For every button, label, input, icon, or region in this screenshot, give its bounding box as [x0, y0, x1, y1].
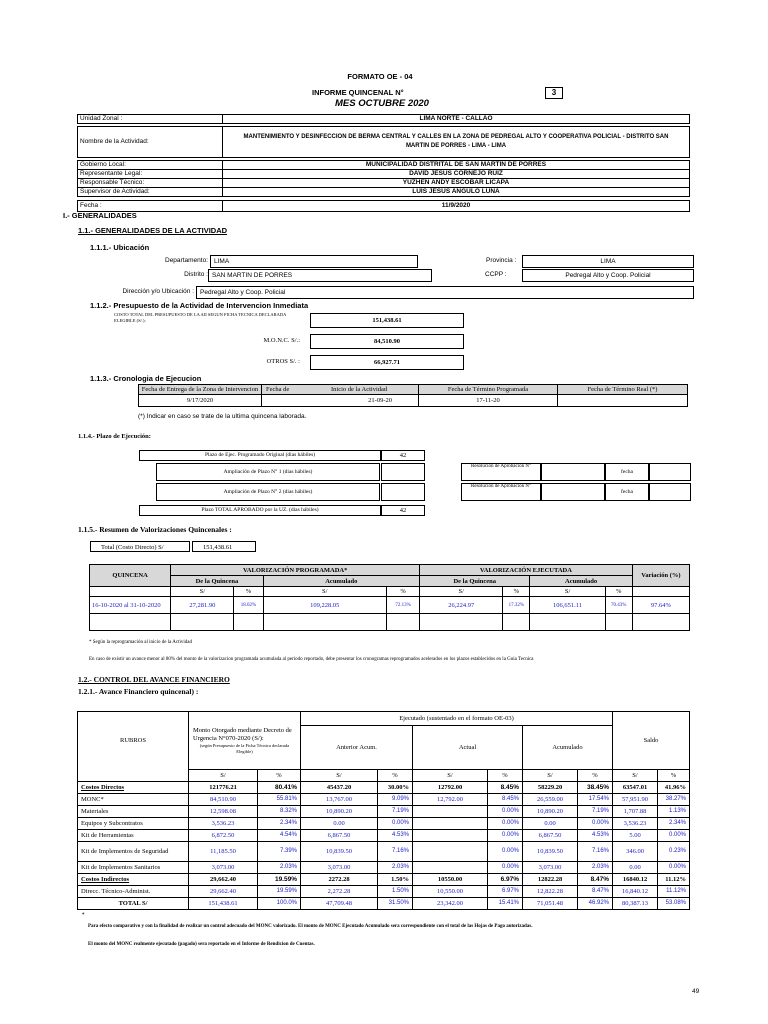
otros-value: 66,927.71 [310, 355, 464, 370]
fin-sub-s: S/ [301, 770, 378, 782]
fin-cell-rubro: MONC* [78, 794, 189, 806]
fin-cell: 17.54% [578, 794, 613, 806]
val-cell: 27,281.90 [171, 597, 234, 614]
fin-h-saldo: Saldo [613, 712, 690, 770]
fin-cell-rubro: TOTAL S/ [78, 898, 189, 910]
fin-cell: 1.50% [378, 874, 413, 886]
fin-cell: 11,185.50 [189, 842, 258, 862]
representante-label: Representante Legal: [78, 170, 223, 179]
fin-cell: 19.59% [258, 874, 301, 886]
fin-cell: 6,867.50 [301, 830, 378, 842]
fin-cell: 12792.00 [413, 782, 488, 794]
val-h-variacion: Variación (%) [632, 565, 689, 587]
fin-cell: 0.00% [488, 818, 523, 830]
val-sub-s: S/ [420, 587, 503, 597]
fin-cell: 0.23% [658, 842, 690, 862]
fin-sub-pct: % [378, 770, 413, 782]
val-sub-empty [632, 587, 689, 597]
fin-note-1: Para efecto comparativo y con la finalidad de realizar un control adecuado del MONC valorizado. El monto de MONC Ejecutado Acumulado sera correspondiente con el total de las Hojas de Pago autorizadas. [88, 924, 533, 929]
fin-cell-rubro: Kit de Implementos de Seguridad [78, 842, 189, 862]
fecha2-label: fecha [605, 483, 649, 501]
fin-cell: 0.00 [523, 818, 578, 830]
plazo-prog-value: 42 [381, 450, 425, 461]
fin-cell: 10,550.00 [413, 886, 488, 898]
fin-cell: 47,709.48 [301, 898, 378, 910]
departamento-label: Departamento: [165, 257, 208, 264]
fin-sub-empty [78, 770, 189, 782]
fin-h-actual: Actual [413, 726, 523, 770]
resolucion2-value [541, 483, 605, 501]
fin-cell: 2,272.28 [301, 886, 378, 898]
fin-row [78, 862, 690, 874]
resolucion1-value [541, 463, 605, 481]
section-generalidades-actividad: 1.1.- GENERALIDADES DE LA ACTIVIDAD [78, 226, 228, 235]
cron-h-termino-real: Fecha de Término Real (*) [558, 385, 688, 395]
fin-cell: 6.97% [488, 886, 523, 898]
fin-cell: 121776.21 [189, 782, 258, 794]
fin-h-anterior: Anterior Acum. [301, 726, 413, 770]
fin-cell: 2.03% [578, 862, 613, 874]
informe-month: MES OCTUBRE 2020 [335, 98, 429, 109]
fin-body [78, 782, 690, 910]
fin-cell: 7.19% [378, 806, 413, 818]
fin-row [78, 806, 690, 818]
fin-cell: 0.00% [658, 830, 690, 842]
fin-h-monto [189, 712, 301, 770]
financiero-table [77, 711, 690, 910]
fin-cell: 3,536.23 [613, 818, 658, 830]
fin-cell: 41.96% [658, 782, 690, 794]
fin-cell: 4.54% [258, 830, 301, 842]
supervisor-value: LUIS JESUS ANGULO LUNA [223, 188, 690, 197]
fin-cell [413, 842, 488, 862]
val-sub-pct: % [234, 587, 263, 597]
unidad-zonal-label: Unidad Zonal : [78, 115, 223, 124]
fin-sub-pct: % [488, 770, 523, 782]
fin-cell: 12,598.08 [189, 806, 258, 818]
fin-cell: 0.00% [488, 806, 523, 818]
fin-cell: 2.03% [378, 862, 413, 874]
val-cell: 17.32% [503, 597, 530, 614]
val-h-acum-prog: Acumulado [263, 576, 420, 587]
informe-title: INFORME QUINCENAL N° [312, 88, 404, 97]
fin-cell: 16840.12 [613, 874, 658, 886]
fin-cell: 12,792.00 [413, 794, 488, 806]
fin-cell-rubro: Kit de Implementos Sanitarios [78, 862, 189, 874]
fecha-label: Fecha : [78, 201, 223, 212]
val-cell: 97.64% [632, 597, 689, 614]
cronologia-table [138, 384, 688, 407]
departamento-field: LIMA [210, 255, 418, 268]
resolucion2-label: Resolucion de Aprobacion N° [461, 483, 541, 501]
val-cell-quincena: 16-10-2020 al 31-10-2020 [90, 597, 171, 614]
val-sub-pct: % [386, 587, 419, 597]
direccion-label: Dirección y/o Ubicación : [122, 288, 194, 295]
ampliacion1-value [381, 463, 425, 481]
fin-cell: 2.03% [258, 862, 301, 874]
val-h-ejecutada: VALORIZACIÓN EJECUTADA [420, 565, 633, 576]
fecha1-label: fecha [605, 463, 649, 481]
nombre-value: MANTENIMIENTO Y DESINFECCION DE BERMA CENTRAL Y CALLES EN LA ZONA DE PEDREGAL ALTO Y COOPERATIVA POLICIAL - DISTRITO SAN MARTIN DE PORRES - LIMA - LIMA [223, 127, 690, 158]
page-number: 49 [692, 988, 700, 995]
fin-cell: 10,890.20 [523, 806, 578, 818]
cron-v-entrega: 9/17/2020 [139, 395, 262, 407]
fin-cell: 11.12% [658, 874, 690, 886]
fin-cell: 7.19% [578, 806, 613, 818]
fin-cell: 12,822.28 [523, 886, 578, 898]
cron-v-inicio: 21-09-20 [262, 395, 419, 407]
ccpp-label: CCPP : [485, 271, 507, 278]
val-row-empty [90, 614, 690, 631]
fin-cell: 80,387.13 [613, 898, 658, 910]
fecha-value: 11/9/2020 [223, 201, 690, 212]
section-plazo: 1.1.4.- Plazo de Ejecución: [78, 433, 151, 440]
fin-cell: 31.50% [378, 898, 413, 910]
fin-cell: 9.09% [378, 794, 413, 806]
resumen-note-2: En caso de existir un avance menor al 80% del monto de la valorizacion programada acumulada al periodo reportado, debe presentar los cronogramas reprogramados acelerados en los plazos establecidos en la Guia Tecnica [89, 657, 534, 662]
fin-cell: 12822.28 [523, 874, 578, 886]
val-cell: 109,228.05 [263, 597, 386, 614]
gobierno-label: Gobierno Local: [78, 161, 223, 170]
cron-h-entrega: Fecha de Entrega de la Zona de Intervencion [139, 385, 262, 395]
fin-sub-s: S/ [613, 770, 658, 782]
fin-cell: 0.00% [488, 842, 523, 862]
fin-sub-s: S/ [413, 770, 488, 782]
fin-cell: 1,707.88 [613, 806, 658, 818]
fin-cell: 1.50% [378, 886, 413, 898]
fin-h-monto-sub: (según Presupuesto de la Ficha Técnica declarada Elegible) [199, 743, 290, 754]
fin-cell-rubro: Direcc. Técnico-Administ. [78, 886, 189, 898]
fin-row [78, 898, 690, 910]
fin-cell: 71,051.48 [523, 898, 578, 910]
fin-cell-rubro: Materiales [78, 806, 189, 818]
fin-cell: 29,662.40 [189, 874, 258, 886]
supervisor-label: Supervisor de Actividad: [78, 188, 223, 197]
fin-cell: 38.45% [578, 782, 613, 794]
resumen-note-1: * Según la reprogramación al inicio de la Actividad [89, 640, 193, 645]
fin-cell: 19.59% [258, 886, 301, 898]
fin-cell [413, 862, 488, 874]
section-control-financiero: 1.2.- CONTROL DEL AVANCE FINANCIERO [78, 675, 230, 684]
nombre-label: Nombre de la Actividad: [78, 127, 223, 158]
fin-cell: 3,073.00 [189, 862, 258, 874]
fin-h-monto-title: Monto Otorgado mediante Decreto de Urgencia N°070-2020 (S/): [193, 727, 292, 742]
fin-h-ejecutado: Ejecutado (sustentado en el formato OE-03) [301, 712, 613, 726]
fin-cell: 53.08% [658, 898, 690, 910]
provincia-field: LIMA [522, 255, 694, 268]
fin-cell [413, 818, 488, 830]
fin-row [78, 818, 690, 830]
fin-sub-s: S/ [523, 770, 578, 782]
fin-cell: 0.00 [301, 818, 378, 830]
fin-cell: 7.16% [378, 842, 413, 862]
fin-cell: 6,872.50 [189, 830, 258, 842]
fin-cell: 5.00 [613, 830, 658, 842]
fin-cell: 10550.00 [413, 874, 488, 886]
fin-cell: 3,073.00 [523, 862, 578, 874]
fin-cell: 23,342.00 [413, 898, 488, 910]
fin-cell: 10,839.50 [523, 842, 578, 862]
distrito-label: Distrito : [184, 271, 208, 278]
cronologia-note: (*) Indicar en caso se trate de la ultima quincena laborada. [138, 413, 307, 420]
info-table [77, 114, 690, 212]
section-presupuesto: 1.1.2.- Presupuesto de la Actividad de Intervencion Inmediata [90, 301, 309, 310]
cron-h-termino-prog: Fecha de Término Programada [419, 385, 558, 395]
val-h-acum-ejec: Acumulado [530, 576, 632, 587]
resolucion1-label: Resolucion de Aprobacion N° [461, 463, 541, 481]
fin-cell: 10,890.20 [301, 806, 378, 818]
val-sub-pct: % [503, 587, 530, 597]
section-resumen: 1.1.5.- Resumen de Valorizaciones Quincenales : [78, 525, 232, 534]
resumen-total-label: Total (Costo Directo) S/ [90, 541, 190, 552]
section-cronologia: 1.1.3.- Cronologia de Ejecucion [90, 374, 202, 383]
val-cell: 18.02% [234, 597, 263, 614]
section-avance-financiero: 1.2.1.- Avance Financiero quincenal) : [78, 687, 199, 696]
fin-cell: 26,559.00 [523, 794, 578, 806]
ampliacion1-label: Ampliación de Plazo N° 1 (dias hábiles) [156, 463, 380, 481]
fin-cell: 0.00% [488, 862, 523, 874]
val-cell: 26,224.97 [420, 597, 503, 614]
fin-h-rubros: RUBROS [78, 712, 189, 770]
section-generalidades: I.- GENERALIDADES [63, 211, 137, 220]
unidad-zonal-value: LIMA NORTE - CALLAO [223, 115, 690, 124]
fin-cell-rubro: Costos Indirectos [78, 874, 189, 886]
fin-cell: 2.34% [258, 818, 301, 830]
fin-cell: 16,840.12 [613, 886, 658, 898]
fecha2-value [649, 483, 691, 501]
fin-cell: 4.53% [578, 830, 613, 842]
fin-cell: 0.00% [578, 818, 613, 830]
fin-cell: 63547.01 [613, 782, 658, 794]
fin-cell: 80.41% [258, 782, 301, 794]
fin-sub-pct: % [658, 770, 690, 782]
fin-row [78, 874, 690, 886]
fin-h-acumulado: Acumulado [523, 726, 613, 770]
fin-cell: 30.00% [378, 782, 413, 794]
fin-cell: 8.32% [258, 806, 301, 818]
fin-row [78, 782, 690, 794]
val-h-dela-ejec: De la Quincena [420, 576, 530, 587]
cron-v-termino-real [558, 395, 688, 407]
fin-sub-pct: % [258, 770, 301, 782]
val-sub-s: S/ [530, 587, 605, 597]
fin-cell: 84,510.90 [189, 794, 258, 806]
cron-h-fecha: Fecha de [262, 385, 331, 395]
val-sub-s: S/ [171, 587, 234, 597]
val-row [90, 597, 690, 614]
fin-row [78, 886, 690, 898]
fin-row [78, 830, 690, 842]
fin-note-2: El monto del MONC realmente ejecutado (pagado) sera reportado en el Informe de Rendicion de Cuentas. [88, 942, 315, 947]
fin-row [78, 794, 690, 806]
val-h-quincena: QUINCENA [90, 565, 171, 587]
costo-total-value: 151,438.61 [310, 313, 464, 328]
fin-cell-rubro: Equipos y Subcontratos [78, 818, 189, 830]
valorizaciones-table [89, 564, 690, 631]
fin-cell: 1.13% [658, 806, 690, 818]
fin-cell: 2272.28 [301, 874, 378, 886]
fin-cell: 45437.20 [301, 782, 378, 794]
fin-cell: 151,438.61 [189, 898, 258, 910]
distrito-field: SAN MARTIN DE PORRES [208, 269, 432, 282]
monc-value: 84,510.90 [310, 334, 464, 349]
fin-cell: 3,073.00 [301, 862, 378, 874]
fin-cell: 4.53% [378, 830, 413, 842]
fin-cell: 8.47% [578, 874, 613, 886]
fin-note-star: * [82, 913, 85, 918]
val-h-programada: VALORIZACIÓN PROGRAMADA* [171, 565, 420, 576]
fin-cell: 0.00% [378, 818, 413, 830]
fin-cell: 46.92% [578, 898, 613, 910]
fin-cell: 10,839.50 [301, 842, 378, 862]
fecha1-value [649, 463, 691, 481]
fin-cell: 57,951.90 [613, 794, 658, 806]
fin-cell: 38.27% [658, 794, 690, 806]
provincia-label: Provincia : [486, 257, 517, 264]
tecnico-value: YUZHEN ANDY ESCOBAR LICAPA [223, 179, 690, 188]
fin-cell: 15.41% [488, 898, 523, 910]
fin-cell: 58229.20 [523, 782, 578, 794]
fin-cell: 8.45% [488, 794, 523, 806]
fin-cell: 0.00 [613, 862, 658, 874]
plazo-total-value: 42 [381, 505, 425, 516]
val-h-dela-prog: De la Quincena [171, 576, 263, 587]
fin-cell: 6.97% [488, 874, 523, 886]
fin-cell: 8.47% [578, 886, 613, 898]
fin-cell [413, 806, 488, 818]
fin-cell: 13,767.00 [301, 794, 378, 806]
representante-value: DAVID JESUS CORNEJO RUIZ [223, 170, 690, 179]
formato-title: FORMATO OE - 04 [347, 72, 413, 81]
fin-cell: 0.00% [658, 862, 690, 874]
val-cell: 70.43% [605, 597, 632, 614]
fin-cell: 55.81% [258, 794, 301, 806]
plazo-total-label: Plazo TOTAL APROBADO por la UZ. (dias hábiles) [139, 505, 381, 516]
fin-cell-rubro: Costos Directos [78, 782, 189, 794]
fin-cell: 6,867.50 [523, 830, 578, 842]
tecnico-label: Responsable Técnico: [78, 179, 223, 188]
fin-cell: 11.12% [658, 886, 690, 898]
fin-sub-pct: % [578, 770, 613, 782]
val-cell: 72.13% [386, 597, 419, 614]
direccion-field: Pedregal Alto y Coop. Policial [196, 286, 694, 299]
gobierno-value: MUNICIPALIDAD DISTRITAL DE SAN MARTIN DE PORRES [223, 161, 690, 170]
ampliacion2-value [381, 483, 425, 501]
fin-sub-s: S/ [189, 770, 258, 782]
fin-cell: 2.34% [658, 818, 690, 830]
fin-cell: 7.16% [578, 842, 613, 862]
fin-cell: 8.45% [488, 782, 523, 794]
costo-total-label: COSTO TOTAL DEL PRESUPUESTO DE LA AII SEGUN FICHA TECNICA DECLARADA ELEGIBLE (S/.): [114, 312, 287, 323]
fin-cell: 7.39% [258, 842, 301, 862]
cron-v-termino-prog: 17-11-20 [419, 395, 558, 407]
cron-h-inicio: Inicio de la Actividad [330, 385, 419, 395]
fin-cell: 346.00 [613, 842, 658, 862]
monc-label: M.O.N.C. S/.: [263, 337, 300, 344]
otros-label: OTROS S/. : [266, 358, 300, 365]
fin-row [78, 842, 690, 862]
resumen-total-value: 151,438.61 [192, 541, 256, 552]
fin-cell-rubro: Kit de Herramientas [78, 830, 189, 842]
ampliacion2-label: Ampliación de Plazo N° 2 (dias hábiles) [156, 483, 380, 501]
section-ubicacion: 1.1.1.- Ubicación [90, 243, 150, 252]
plazo-prog-label: Plazo de Ejec. Programado Original (dias hábiles) [139, 450, 381, 461]
val-sub-pct: % [605, 587, 632, 597]
val-cell: 106,651.11 [530, 597, 605, 614]
val-sub-s: S/ [263, 587, 386, 597]
fin-cell: 3,536.23 [189, 818, 258, 830]
fin-cell [413, 830, 488, 842]
ccpp-field: Pedregal Alto y Coop. Policial [522, 269, 694, 282]
val-sub-empty [90, 587, 171, 597]
fin-cell: 100.0% [258, 898, 301, 910]
informe-number: 3 [545, 87, 563, 99]
fin-cell: 0.00% [488, 830, 523, 842]
fin-cell: 29,662.40 [189, 886, 258, 898]
